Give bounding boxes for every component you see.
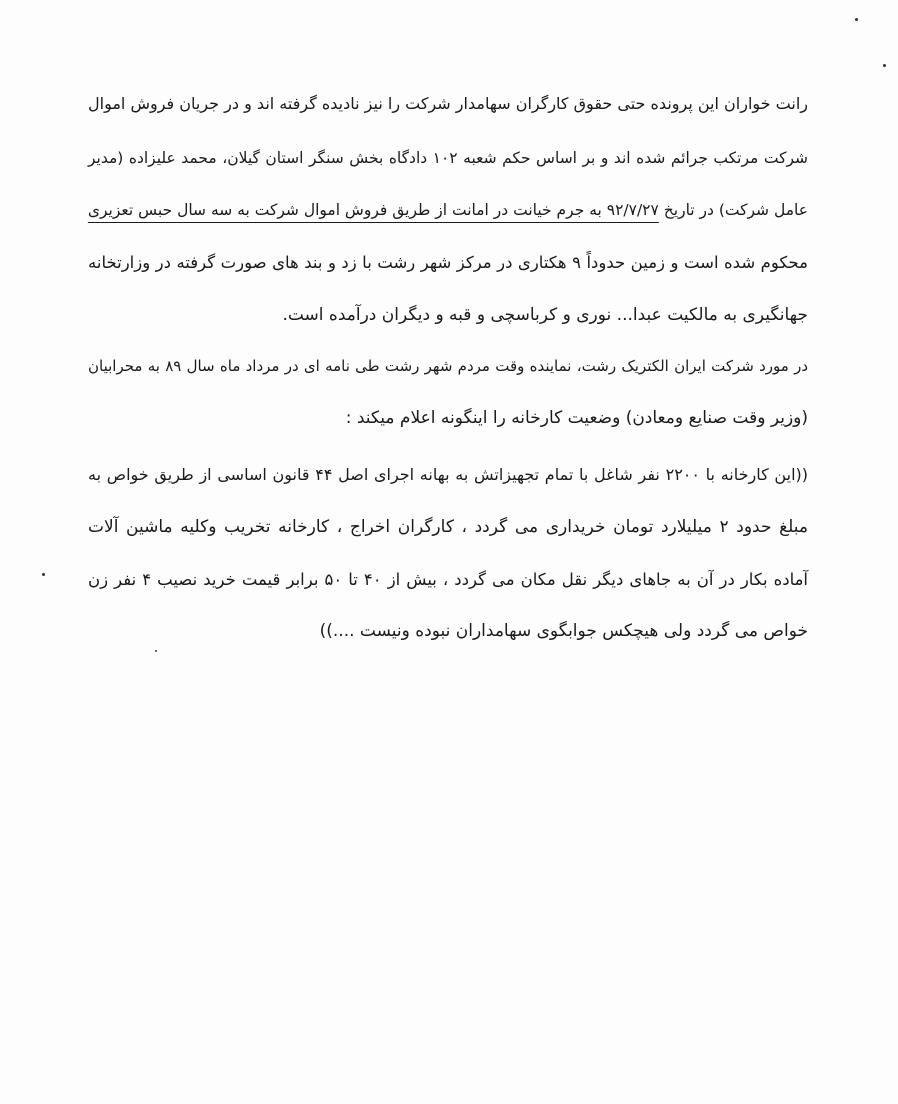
scan-speck — [42, 573, 45, 576]
scan-speck — [155, 650, 157, 652]
paragraph-1-line-5: جهانگیری به مالکیت عبدا... نوری و کرباسچی و قبه و دیگران درآمده است. — [282, 305, 808, 325]
paragraph-1-line-1: رانت خواران این پرونده حتی حقوق کارگران سهامدار شرکت را نیز نادیده گرفته اند و در جریان فروش اموال — [88, 94, 808, 113]
scan-speck — [883, 64, 886, 67]
paragraph-1-line-4: محکوم شده است و زمین حدوداً ۹ هکتاری در مرکز شهر رشت با زد و بند های صورت گرفته در وزارتخانه — [88, 253, 808, 272]
scan-speck — [855, 18, 858, 21]
quote-line-4: خواص می گردد ولی هیچکس جوابگوی سهامداران نبوده ونیست ....)) — [319, 621, 808, 641]
paragraph-1-line-3 — [88, 198, 808, 222]
line-3-plain-text: عامل شرکت) در تاریخ — [663, 201, 808, 219]
paragraph-2-line-1: در مورد شرکت ایران الکتریک رشت، نماینده وقت مردم شهر رشت طی نامه ای در مرداد ماه سال ۸۹ به محرابیان — [88, 357, 808, 375]
quote-line-3: آماده بکار در آن به جاهای دیگر نقل مکان می گردد ، بیش از ۴۰ تا ۵۰ برابر قیمت خرید نصیب ۴ نفر زن — [88, 570, 809, 589]
paragraph-2-line-2: (وزیر وقت صنایع ومعادن) وضعیت کارخانه را اینگونه اعلام میکند : — [345, 408, 808, 428]
paragraph-1-line-2: شرکت مرتکب جرائم شده اند و بر اساس حکم شعبه ۱۰۲ دادگاه بخش سنگر استان گیلان، محمد علیزاده (مدیر — [88, 149, 808, 167]
underlined-verdict-text: ۹۲/۷/۲۷ به جرم خیانت در امانت از طریق فروش اموال شرکت به سه سال حبس تعزیری — [87, 201, 659, 219]
quote-line-2: مبلغ حدود ۲ میلیلارد تومان خریداری می گردد ، کارگران اخراج ، کارخانه تخریب وکلیه ماشین آلات — [88, 517, 808, 537]
quote-line-1: ((این کارخانه با ۲۲۰۰ نفر شاغل با تمام تجهیزاتش به بهانه اجرای اصل ۴۴ قانون اساسی از طریق خواص به — [88, 465, 808, 484]
